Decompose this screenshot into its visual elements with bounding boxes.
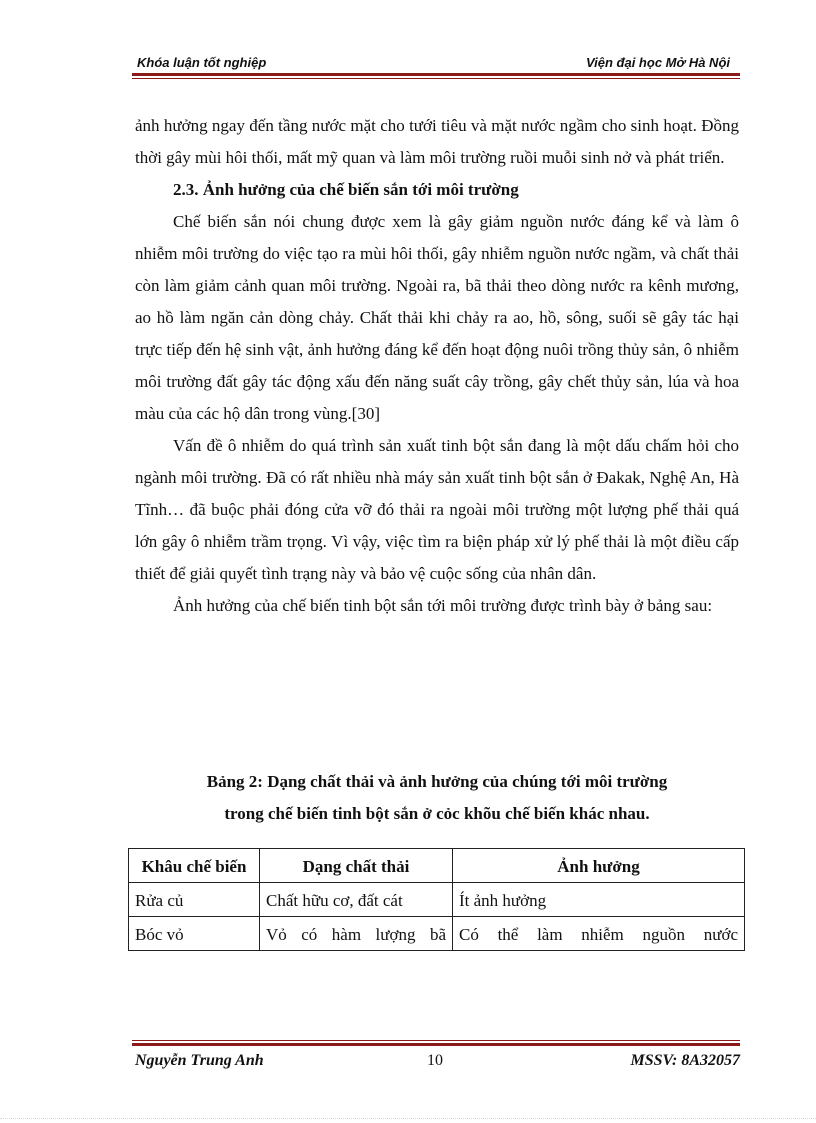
waste-impact-table <box>128 848 745 951</box>
table-cell: Có thể làm nhiễm nguồn nước <box>453 917 745 951</box>
footer-rule-thick <box>132 1043 740 1046</box>
table-cell: Vỏ có hàm lượng bã <box>260 917 453 951</box>
page-header <box>135 52 740 74</box>
paragraph-4: Ảnh hưởng của chế biến tinh bột sắn tới môi trường được trình bày ở bảng sau: <box>173 596 713 615</box>
body-text <box>135 110 739 622</box>
table-header-row <box>129 849 745 883</box>
header-cell-impact: Ảnh hưởng <box>453 849 745 883</box>
section-heading: 2.3. Ảnh hưởng của chế biến sắn tới môi trường <box>173 180 519 199</box>
header-thesis-label: Khóa luận tốt nghiệp <box>137 55 267 70</box>
page-bottom-border <box>0 1118 816 1119</box>
paragraph-3: Vấn đề ô nhiễm do quá trình sản xuất tinh bột sắn đang là một dấu chấm hỏi cho ngành môi trường. Đã có rất nhiều nhà máy sản xuất tinh bột sắn ở Đakak, Nghệ An, Hà Tĩnh… đã buộc phải đóng cửa vỡ đó thải ra ngoài môi trường một lượng phế thải quá lớn gây ô nhiễm trầm trọng. Vì vậy, việc tìm ra biện pháp xử lý phế thải là một điều cấp thiết để giải quyết tình trạng này và bảo vệ cuộc sống của nhân dân. <box>135 436 739 583</box>
table-cell: Rửa củ <box>129 883 260 917</box>
footer-author: Nguyễn Trung Anh <box>135 1052 264 1069</box>
table-cell: Chất hữu cơ, đất cát <box>260 883 453 917</box>
footer-student-id: MSSV: 8A32057 <box>630 1052 740 1069</box>
page-number: 10 <box>427 1052 443 1069</box>
paragraph-2: Chế biến sắn nói chung được xem là gây giảm nguồn nước đáng kể và làm ô nhiễm môi trường do việc tạo ra mùi hôi thối, gây nhiễm nguồn nước ngầm, và chất thải còn làm giảm cảnh quan môi trường. Ngoài ra, bã thải theo dòng nước ra kênh mương, ao hồ làm ngăn cản dòng chảy. Chất thải khi chảy ra ao, hồ, sông, suối sẽ gây tác hại trực tiếp đến hệ sinh vật, ảnh hưởng đáng kể đến hoạt động nuôi trồng thủy sản, ô nhiễm môi trường đất gây tác động xấu đến năng suất cây trồng, gây chết thủy sản, lúa và hoa màu của các hộ dân trong vùng.[30] <box>135 212 739 423</box>
table-caption <box>135 766 739 830</box>
header-institute-label: Viện đại học Mở Hà Nội <box>585 55 730 70</box>
header-rule-thick <box>132 73 740 76</box>
footer-rule-thin <box>132 1040 740 1041</box>
header-cell-waste: Dạng chất thải <box>260 849 453 883</box>
header-cell-stage: Khâu chế biến <box>129 849 260 883</box>
caption-line-2: trong chế biến tinh bột sắn ở cỏc khõu chế biến khác nhau. <box>224 804 650 823</box>
header-rule-thin <box>132 78 740 79</box>
table-cell: Ít ảnh hưởng <box>453 883 745 917</box>
caption-line-1: Bảng 2: Dạng chất thải và ảnh hưởng của chúng tới môi trường <box>206 772 668 791</box>
table-row <box>129 917 745 951</box>
paragraph-1: ảnh hưởng ngay đến tầng nước mặt cho tưới tiêu và mặt nước ngầm cho sinh hoạt. Đồng thời gây mùi hôi thối, mất mỹ quan và làm môi trường ruồi muỗi sinh nở và phát triển. <box>135 116 739 167</box>
table-row <box>129 883 745 917</box>
page-footer <box>135 1052 740 1076</box>
table-cell: Bóc vỏ <box>129 917 260 951</box>
